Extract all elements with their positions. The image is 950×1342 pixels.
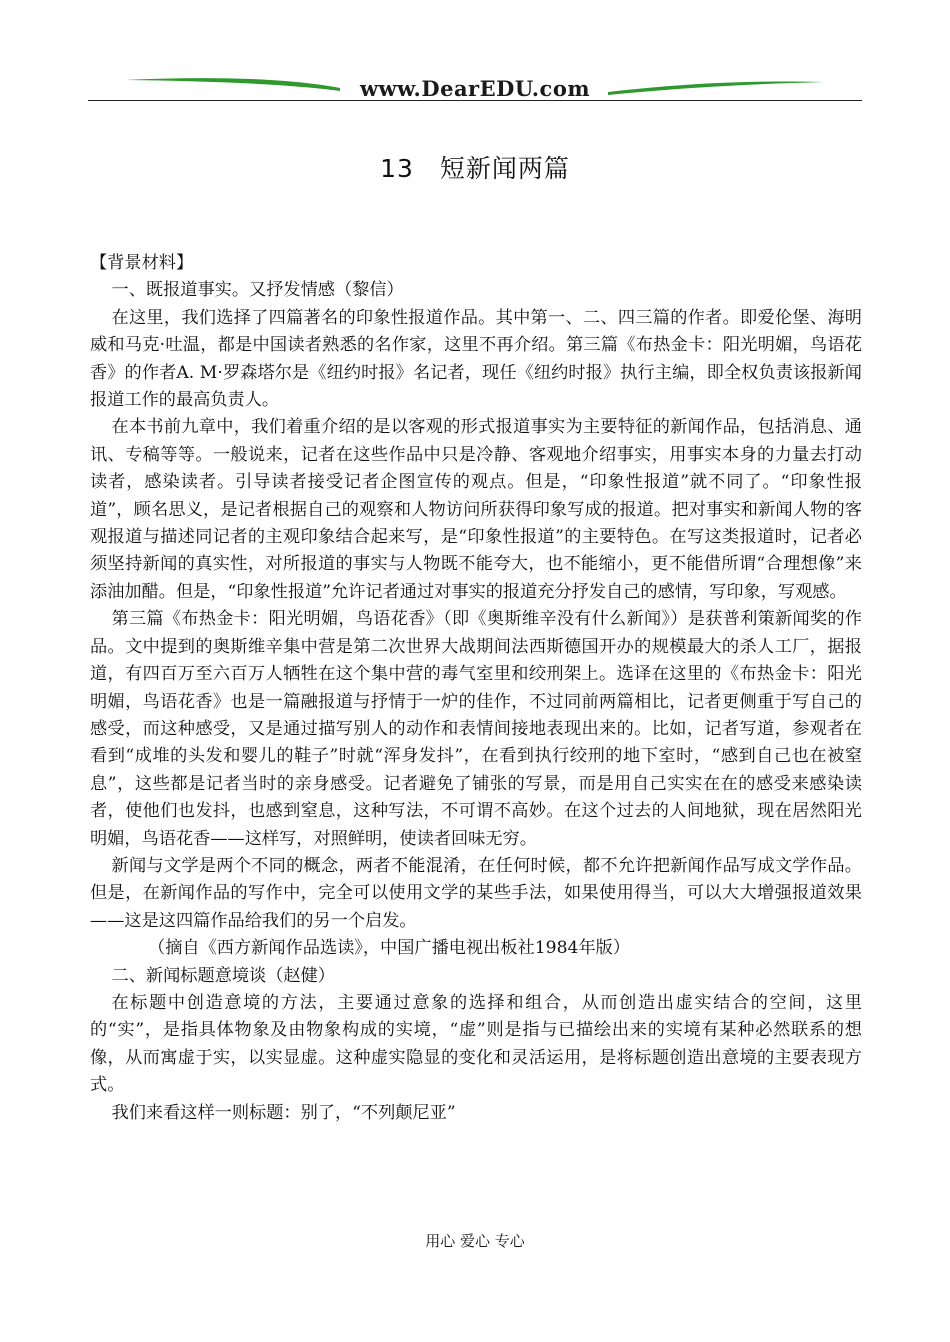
paragraph: 在本书前九章中，我们着重介绍的是以客观的形式报道事实为主要特征的新闻作品，包括消息、通讯、专稿等等。一般说来，记者在这些作品中只是冷静、客观地介绍事实，用事实本身的力量去打动读者，感染读者。引导读者接受记者企图宣传的观点。但是，“印象性报道”就不同了。“印象性报道”，顾名思义，是记者根据自己的观察和人物访问所获得印象写成的报道。把对事实和新闻人物的客观报道与描述同记者的主观印象结合起来写，是“印象性报道”的主要特色。在写这类报道时，记者必须坚持新闻的真实性，对所报道的事实与人物既不能夸大，也不能缩小，更不能借所谓“合理想像”来添油加醋。但是，“印象性报道”允许记者通过对事实的报道充分抒发自己的感情，写印象，写观感。 xyxy=(90,417,862,602)
article-body xyxy=(90,250,862,1127)
paragraph: 在这里，我们选择了四篇著名的印象性报道作品。其中第一、二、四三篇的作者。即爱伦堡、海明威和马克·吐温，都是中国读者熟悉的名作家，这里不再介绍。第三篇《布热金卡：阳光明媚，鸟语花香》的作者A. M·罗森塔尔是《纽约时报》名记者，现任《纽约时报》执行主编，即全权负责该报新闻报道工作的最高负责人。 xyxy=(90,307,862,411)
paragraph: 我们来看这样一则标题：别了，“不列颠尼亚” xyxy=(111,1102,456,1123)
page-title: 13 短新闻两篇 xyxy=(380,154,570,183)
paragraph: 在标题中创造意境的方法，主要通过意象的选择和组合，从而创造出虚实结合的空间，这里的“实”，是指具体物象及由物象构成的实境，“虚”则是指与已描绘出来的实境有某种必然联系的想像，从而寓虚于实，以实显虚。这种虚实隐显的变化和灵活运用，是将标题创造出意境的主要表现方式。 xyxy=(90,992,862,1096)
site-logo-text: www.DearEDU.com xyxy=(359,76,591,101)
source-note: （摘自《西方新闻作品选读》，中国广播电视出板社1984年版） xyxy=(148,938,631,959)
section-heading: 【背景材料】 xyxy=(90,253,194,273)
header-rule xyxy=(88,100,862,101)
page-footer: 用心 爱心 专心 xyxy=(425,1232,525,1250)
site-header xyxy=(88,70,862,106)
paragraph: 第三篇《布热金卡：阳光明媚，鸟语花香》（即《奥斯维辛没有什么新闻》）是获普利策新闻奖的作品。文中提到的奥斯维辛集中营是第二次世界大战期间法西斯德国开办的规模最大的杀人工厂，据报道，有四百万至六百万人牺牲在这个集中营的毒气室里和绞刑架上。选译在这里的《布热金卡：阳光明媚，鸟语花香》也是一篇融报道与抒情于一炉的佳作，不过同前两篇相比，记者更侧重于写自己的感受，而这种感受，又是通过描写别人的动作和表情间接地表现出来的。比如，记者写道，参观者在看到“成堆的头发和婴儿的鞋子”时就“浑身发抖”，在看到执行绞刑的地下室时，“感到自己也在被窒息”，这些都是记者当时的亲身感受。记者避免了铺张的写景，而是用自己实实在在的感受来感染读者，使他们也发抖，也感到窒息，这种写法，不可谓不高妙。在这个过去的人间地狱，现在居然阳光明媚，鸟语花香——这样写，对照鲜明，使读者回味无穷。 xyxy=(90,609,862,849)
subheading-1: 一、既报道事实。又抒发情感（黎信） xyxy=(111,280,404,301)
paragraph: 新闻与文学是两个不同的概念，两者不能混淆，在任何时候，都不允许把新闻作品写成文学作品。但是，在新闻作品的写作中，完全可以使用文学的某些手法，如果使用得当，可以大大增强报道效果——这是这四篇作品给我们的另一个启发。 xyxy=(90,855,862,931)
subheading-2: 二、新闻标题意境谈（赵健） xyxy=(111,965,335,986)
